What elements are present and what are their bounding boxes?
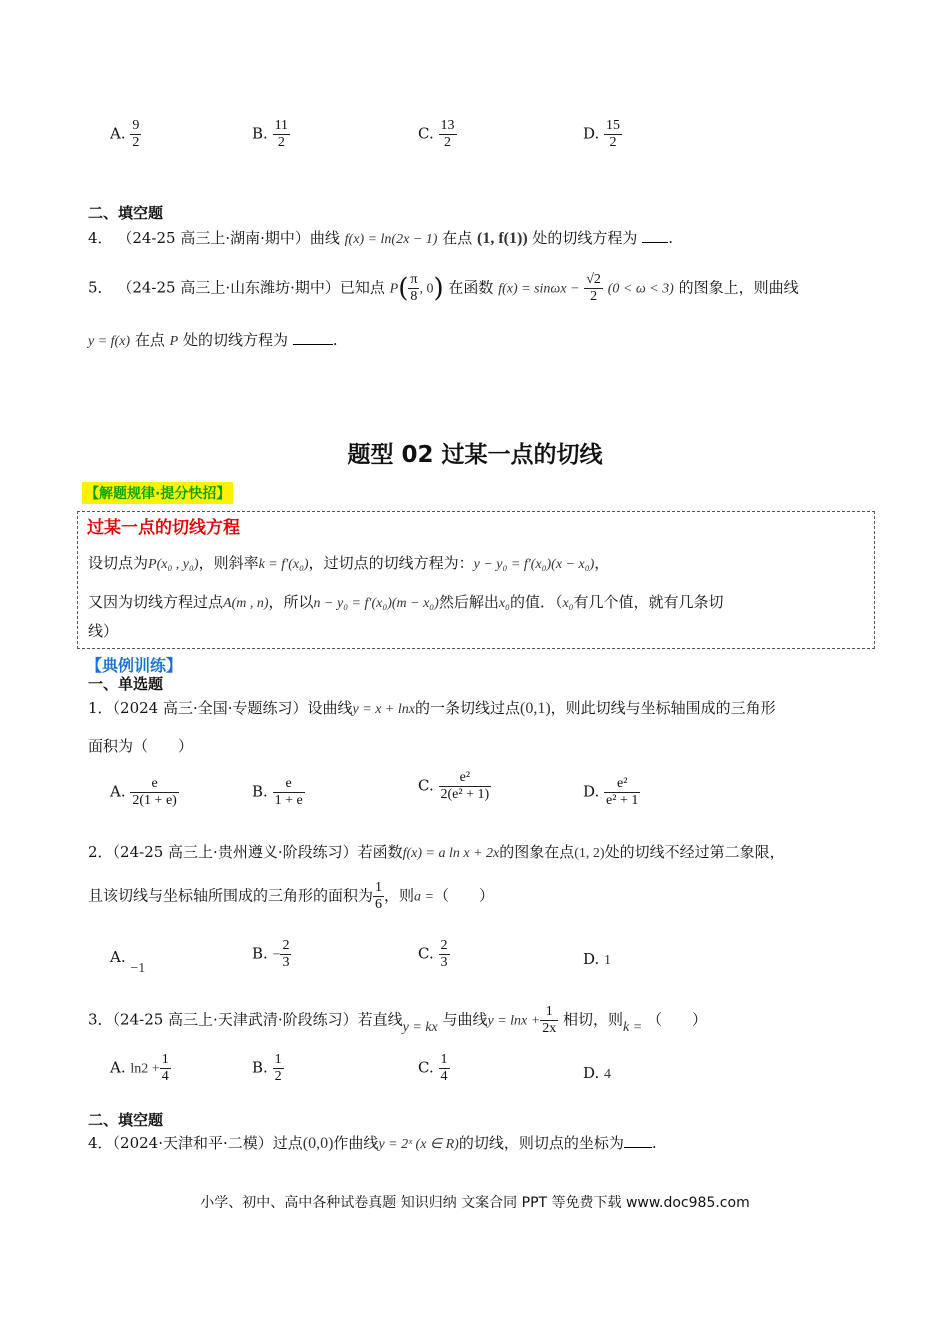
method-line-2 xyxy=(88,591,724,612)
period: . xyxy=(668,229,673,247)
question-text: 在点 xyxy=(134,331,165,349)
denominator: 2x xyxy=(542,1021,557,1037)
formula: y = x + lnx xyxy=(352,702,415,717)
numerator: e xyxy=(273,776,305,793)
question-2-line2 xyxy=(88,880,494,913)
question-text: 在函数 xyxy=(448,278,494,297)
q3-option-b xyxy=(252,1052,284,1085)
denominator: 2 xyxy=(609,135,617,151)
denominator: 2 xyxy=(444,135,451,151)
formula: (0 < ω < 3) xyxy=(607,281,674,297)
formula: , 0 xyxy=(419,281,434,297)
denominator: e² + 1 xyxy=(606,793,639,809)
period: . xyxy=(651,1134,657,1152)
fraction xyxy=(160,1052,171,1085)
denominator: 3 xyxy=(282,955,290,971)
question-number: 3． xyxy=(88,1010,113,1029)
minus-sign: − xyxy=(272,947,281,963)
fraction xyxy=(273,776,305,809)
question-text: 的图象在点 xyxy=(499,843,575,861)
tip-tag: 【解题规律·提分快招】 xyxy=(82,482,233,504)
option-label: B. xyxy=(252,124,268,143)
q3-option-a xyxy=(110,1052,171,1085)
numerator: e xyxy=(130,776,178,793)
fraction xyxy=(604,776,640,809)
fraction xyxy=(439,1052,450,1085)
box-text: 然后解出 xyxy=(438,593,499,611)
denominator: 1 + e xyxy=(274,793,303,809)
fraction xyxy=(408,272,419,305)
numerator: 1 xyxy=(373,880,384,897)
formula: y = kx xyxy=(402,1019,438,1035)
fraction xyxy=(540,1004,558,1037)
section-heading-fill-2: 二、填空题 xyxy=(88,1111,164,1129)
fraction xyxy=(130,776,178,809)
option-value: 4 xyxy=(604,1067,612,1082)
numerator: 1 xyxy=(160,1052,171,1069)
formula: f(x) = sinωx − xyxy=(498,281,580,297)
formula: f(x) = ln(2x − 1) xyxy=(344,232,438,247)
section-heading-fill: 二、填空题 xyxy=(88,204,164,222)
numerator: 1 xyxy=(273,1052,284,1069)
denominator: 2 xyxy=(274,1069,282,1085)
q1-option-c xyxy=(418,770,491,803)
question-text: （24-25 高三上·贵州遵义·阶段练习）若函数 xyxy=(112,843,403,861)
formula: (0,1) xyxy=(519,700,551,717)
question-text: 的切线，则切点的坐标为 xyxy=(458,1134,624,1152)
numerator: e² xyxy=(604,776,640,793)
option-label: D. xyxy=(583,950,600,968)
box-text: ，所以 xyxy=(268,593,314,611)
q2-option-b xyxy=(252,938,291,971)
option-label: D. xyxy=(583,1064,600,1082)
question-text: 的一条切线过点 xyxy=(414,699,520,717)
option-c xyxy=(418,118,457,151)
formula: y = f(x) xyxy=(88,334,131,349)
box-text: 设切点为 xyxy=(88,554,149,572)
q2-option-d xyxy=(583,950,611,969)
method-line-1 xyxy=(88,552,609,573)
option-label: C. xyxy=(418,1058,434,1077)
numerator: 2 xyxy=(439,938,450,955)
formula: n − y₀ = f′(x₀)(m − x₀) xyxy=(313,596,439,611)
numerator: 1 xyxy=(439,1052,450,1069)
question-number: 4． xyxy=(88,1134,113,1152)
question-number: 1． xyxy=(88,699,113,717)
option-label: C. xyxy=(418,124,434,143)
formula: y − y₀ = f′(x₀)(x − x₀) xyxy=(473,557,595,572)
fraction xyxy=(584,272,603,305)
option-label: D. xyxy=(583,124,600,143)
formula: k = xyxy=(623,1019,643,1035)
denominator: 8 xyxy=(410,289,418,305)
question-text: （2024 高三·全国·专题练习）设曲线 xyxy=(112,699,353,717)
q1-option-b xyxy=(252,776,305,809)
box-text: 有几个值，就有几条切 xyxy=(573,593,724,611)
formula: (0,0) xyxy=(302,1135,334,1152)
section-heading-single: 一、单选题 xyxy=(88,675,164,693)
numerator: 2 xyxy=(280,938,291,955)
formula: a = xyxy=(414,889,434,905)
option-label: D. xyxy=(583,782,600,801)
option-label: B. xyxy=(252,944,268,963)
denominator: 4 xyxy=(440,1069,448,1085)
question-text: ，则 xyxy=(384,886,415,905)
q3-option-c xyxy=(418,1052,450,1085)
q1-option-d xyxy=(583,776,640,809)
formula: x₀ xyxy=(498,596,510,611)
fraction xyxy=(604,118,622,151)
period: . xyxy=(332,331,338,349)
formula: ln2 + xyxy=(130,1061,160,1077)
fraction xyxy=(130,118,141,151)
method-line-3: 线） xyxy=(88,622,119,640)
formula: x₀ xyxy=(562,596,574,611)
formula: A(m , n) xyxy=(223,596,269,611)
formula: (1, 2) xyxy=(574,846,605,861)
option-b xyxy=(252,118,290,151)
question-4 xyxy=(88,1132,657,1153)
formula: (1, f(1)) xyxy=(477,230,528,247)
option-a xyxy=(110,118,141,151)
question-number: 4． xyxy=(88,229,113,247)
question-number: 2． xyxy=(88,843,113,861)
denominator: 6 xyxy=(375,897,383,913)
question-text: 相切，则 xyxy=(563,1010,624,1029)
question-1 xyxy=(88,697,776,718)
option-value: 1 xyxy=(604,953,612,968)
training-tag: 【典例训练】 xyxy=(86,656,183,675)
question-text: 作曲线 xyxy=(333,1134,379,1152)
question-5-top xyxy=(88,272,799,305)
fraction xyxy=(273,118,290,151)
formula: k = f′(x₀) xyxy=(258,557,309,572)
question-text: （24-25 高三上·山东潍坊·期中）已知点 xyxy=(117,278,385,297)
question-text: （24-25 高三上·天津武清·阶段练习）若直线 xyxy=(112,1010,403,1029)
fraction xyxy=(439,118,457,151)
answer-blank xyxy=(624,1135,652,1148)
formula: P(x₀ , y₀) xyxy=(148,557,199,572)
option-value: −1 xyxy=(130,961,146,976)
option-label: A. xyxy=(110,782,126,801)
box-text: 的值．（ xyxy=(509,593,563,611)
denominator: 2(1 + e) xyxy=(132,793,177,809)
box-text: ， xyxy=(594,554,610,572)
numerator: 9 xyxy=(130,118,141,135)
question-text: （2024·天津和平·二模）过点 xyxy=(112,1134,303,1152)
fraction xyxy=(439,770,492,803)
point-label: P xyxy=(389,281,399,297)
footer: 小学、初中、高中各种试卷真题 知识归纳 文案合同 PPT 等免费下载 www.doc985.com xyxy=(200,1195,750,1211)
fraction xyxy=(439,938,450,971)
numerator: √2 xyxy=(584,272,603,289)
fraction xyxy=(373,880,384,913)
method-box-title: 过某一点的切线方程 xyxy=(87,518,240,538)
question-text: （24-25 高三上·湖南·期中）曲线 xyxy=(117,229,340,247)
fraction xyxy=(273,1052,284,1085)
question-1-line2: 面积为（ ） xyxy=(88,737,194,755)
denominator: 2(e² + 1) xyxy=(440,787,490,803)
question-text: 且该切线与坐标轴所围成的三角形的面积为 xyxy=(88,886,374,905)
question-3 xyxy=(88,1004,707,1037)
option-label: C. xyxy=(418,944,434,963)
numerator: π xyxy=(408,272,419,289)
formula: f(x) = a ln x + 2x xyxy=(402,846,500,861)
section-title: 题型 02 过某一点的切线 xyxy=(347,442,603,468)
denominator: 2 xyxy=(277,135,285,151)
q2-option-a xyxy=(110,948,146,976)
numerator: 15 xyxy=(604,118,622,135)
question-2 xyxy=(88,841,785,862)
question-text: （ ） xyxy=(646,1010,707,1029)
formula: y = lnx + xyxy=(487,1013,541,1029)
question-text: 与曲线 xyxy=(442,1010,488,1029)
question-number: 5． xyxy=(88,278,113,297)
option-label: B. xyxy=(252,782,268,801)
q1-option-a xyxy=(110,776,179,809)
paren-close: ) xyxy=(433,273,444,304)
numerator: 1 xyxy=(540,1004,558,1021)
question-text: ，则此切线与坐标轴围成的三角形 xyxy=(550,699,776,717)
q2-option-c xyxy=(418,938,450,971)
question-text: （ ） xyxy=(433,886,494,905)
option-d xyxy=(583,118,622,151)
box-text: 又因为切线方程过点 xyxy=(88,593,224,611)
denominator: 2 xyxy=(590,289,598,305)
denominator: 3 xyxy=(440,955,448,971)
question-text: 的图象上，则曲线 xyxy=(678,278,799,297)
answer-blank xyxy=(642,230,668,243)
question-text: 处的切线方程为 xyxy=(532,229,638,247)
box-text: ，过切点的切线方程为： xyxy=(308,554,474,572)
question-4-top xyxy=(88,227,673,248)
paren-open: ( xyxy=(398,273,409,304)
question-text: 处的切线不经过第二象限， xyxy=(604,843,785,861)
numerator: 11 xyxy=(273,118,290,135)
option-label: C. xyxy=(418,776,434,795)
point-label: P xyxy=(169,334,179,349)
question-text: 在点 xyxy=(442,229,473,247)
numerator: e² xyxy=(439,770,492,787)
numerator: 13 xyxy=(439,118,457,135)
q3-option-d xyxy=(583,1064,611,1083)
option-label: A. xyxy=(110,1058,126,1077)
formula: y = 2ˣ (x ∈ R) xyxy=(378,1137,459,1152)
answer-blank xyxy=(293,332,333,345)
question-text: 处的切线方程为 xyxy=(183,331,289,349)
option-label: A. xyxy=(110,124,126,143)
denominator: 4 xyxy=(161,1069,169,1085)
question-5-top-line2 xyxy=(88,329,338,350)
box-text: ，则斜率 xyxy=(198,554,259,572)
denominator: 2 xyxy=(132,135,140,151)
option-label: A. xyxy=(110,948,126,966)
option-label: B. xyxy=(252,1058,268,1077)
fraction xyxy=(280,938,291,971)
